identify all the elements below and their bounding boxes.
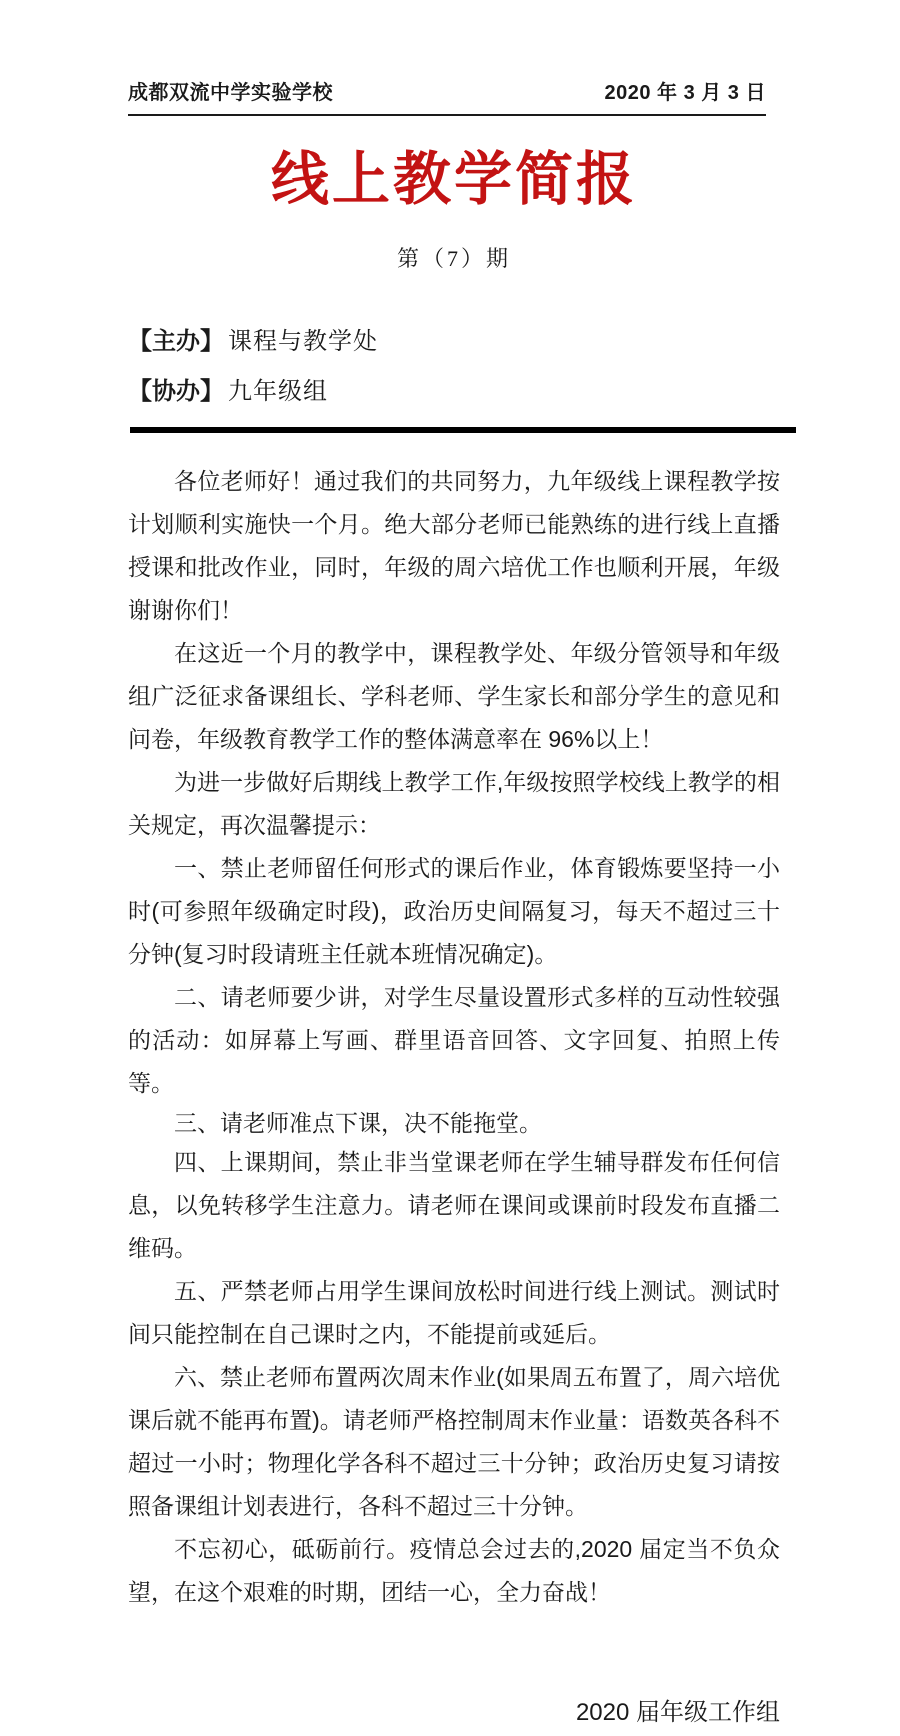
page-title: 线上教学简报 xyxy=(270,147,637,212)
page-header xyxy=(128,0,766,105)
organizer-cohost-value: 九年级组 xyxy=(228,379,328,405)
organizer-cohost-label: 【协办】 xyxy=(128,378,224,405)
header-date: 2020 年 3 月 3 日 xyxy=(604,82,766,104)
organizer-row-host xyxy=(128,325,780,359)
issue-number: 第（7）期 xyxy=(396,246,511,271)
paragraph-rule-2: 二、请老师要少讲，对学生尽量设置形式多样的互动性较强的活动：如屏幕上写画、群里语音回答、文字回复、拍照上传等。 xyxy=(128,984,780,1096)
signature: 2020 届年级工作组 xyxy=(575,1699,780,1726)
paragraph-rule-3: 三、请老师准点下课，决不能拖堂。 xyxy=(174,1110,542,1136)
organizer-host-label: 【主办】 xyxy=(128,328,224,355)
paragraph-rule-5: 五、严禁老师占用学生课间放松时间进行线上测试。测试时间只能控制在自己课时之内，不能提前或延后。 xyxy=(128,1278,780,1347)
paragraph-survey: 在这近一个月的教学中，课程教学处、年级分管领导和年级组广泛征求备课组长、学科老师、学生家长和部分学生的意见和问卷，年级教育教学工作的整体满意率在 96%以上！ xyxy=(128,640,780,752)
school-name: 成都双流中学实验学校 xyxy=(128,82,333,104)
paragraph-reminder: 为进一步做好后期线上教学工作,年级按照学校线上教学的相关规定，再次温馨提示： xyxy=(128,769,780,838)
paragraph-rule-1: 一、禁止老师留任何形式的课后作业，体育锻炼要坚持一小时(可参照年级确定时段)，政治历史间隔复习，每天不超过三十分钟(复习时段请班主任就本班情况确定)。 xyxy=(128,855,780,967)
organizer-host-value: 课程与教学处 xyxy=(228,329,378,355)
header-divider xyxy=(128,114,766,116)
paragraph-intro: 各位老师好！通过我们的共同努力，九年级线上课程教学按计划顺利实施快一个月。绝大部分老师已能熟练的进行线上直播授课和批改作业，同时，年级的周六培优工作也顺利开展，年级谢谢你们！ xyxy=(128,468,780,623)
document-page xyxy=(128,0,780,1727)
section-divider xyxy=(130,427,796,433)
organizer-block xyxy=(128,325,780,409)
paragraph-rule-4: 四、上课期间，禁止非当堂课老师在学生辅导群发布任何信息，以免转移学生注意力。请老师在课间或课前时段发布直播二维码。 xyxy=(128,1149,780,1261)
paragraph-closing: 不忘初心，砥砺前行。疫情总会过去的,2020 届定当不负众望，在这个艰难的时期，团结一心，全力奋战！ xyxy=(128,1536,780,1605)
paragraph-rule-6: 六、禁止老师布置两次周末作业(如果周五布置了，周六培优课后就不能再布置)。请老师严格控制周末作业量：语数英各科不超过一小时；物理化学各科不超过三十分钟；政治历史复习请按照备课组计划表进行，各科不超过三十分钟。 xyxy=(128,1364,780,1519)
bulletin-body xyxy=(128,460,780,1614)
organizer-row-cohost xyxy=(128,375,780,409)
